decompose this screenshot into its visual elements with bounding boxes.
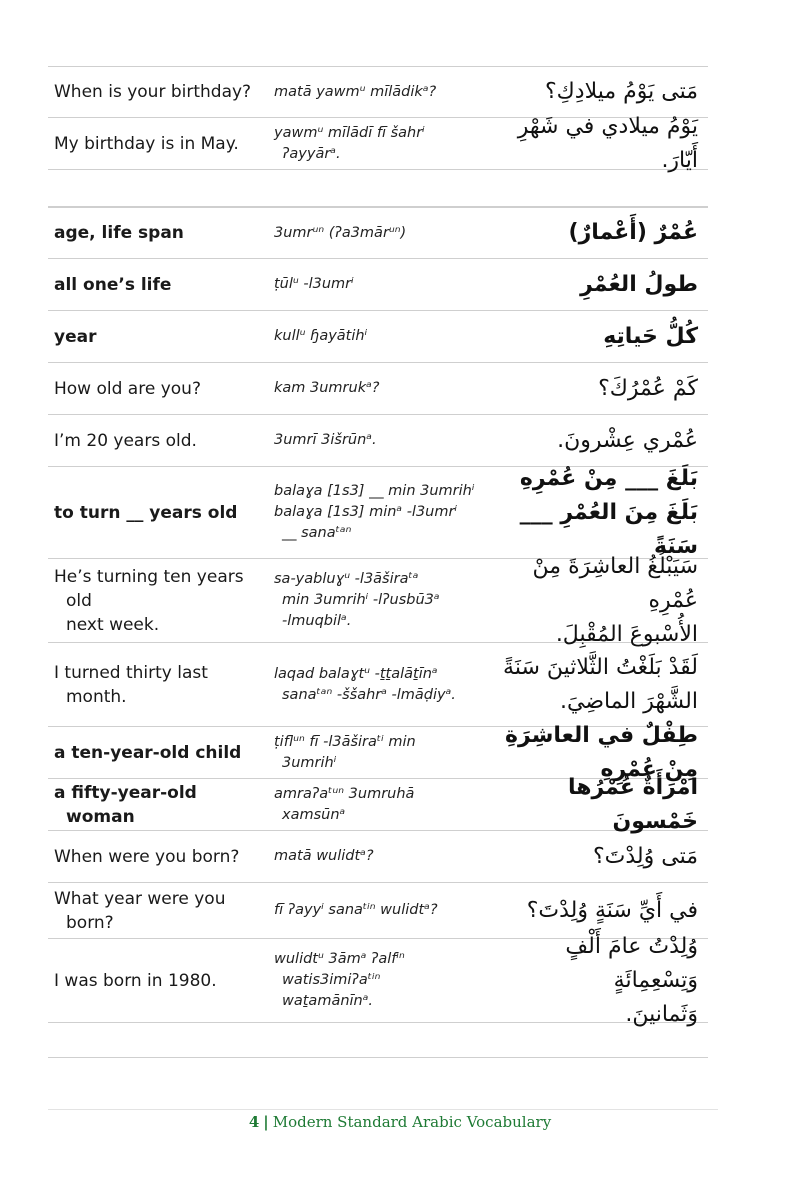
arabic-line: امْرَأَةٌ عُمْرُها خَمْسونَ: [567, 774, 698, 834]
transliteration-line: matā yawmᵘ mīlādikᵃ?: [274, 83, 437, 100]
vocab-row: [48, 363, 708, 415]
arabic-line: بَلَغَ مِنَ العُمْرِ ___ سَنَةً: [519, 499, 698, 559]
section-birthday: [48, 66, 708, 173]
vocab-row: [48, 311, 708, 363]
english-term: When were you born?: [54, 846, 240, 867]
transliteration: [270, 481, 498, 544]
arabic-line: طولُ العُمْرِ: [580, 271, 698, 297]
arabic-line: يَوْمُ ميلادي في شَهْرِ أَيّارَ.: [517, 113, 698, 173]
english-term: What year were you born?: [54, 888, 226, 933]
transliteration-line: yawmᵘ mīlādī fī šahrⁱ: [274, 124, 425, 141]
arabic-line: في أَيِّ سَنَةٍ وُلِدْتَ؟: [526, 897, 698, 923]
arabic-term: [498, 320, 708, 354]
vocab-row: [48, 831, 708, 883]
arabic-term: [498, 894, 708, 928]
transliteration: [270, 326, 498, 347]
english-term: How old are you?: [54, 378, 201, 399]
footer-separator: |: [263, 1113, 269, 1131]
transliteration: [270, 784, 498, 826]
transliteration-line: 3umrᵘⁿ (ʔa3mārᵘⁿ): [274, 224, 407, 241]
vocab-row: [48, 467, 708, 559]
english-term: to turn __ years old: [54, 502, 238, 523]
arabic-line: عُمْري عِشْرونَ.: [557, 427, 698, 453]
transliteration-line: 3umrihⁱ: [282, 754, 337, 771]
transliteration-line: fī ʔayyⁱ sanaᵗⁱⁿ wulidtᵃ?: [274, 902, 438, 918]
english-term: age, life span: [54, 223, 184, 243]
arabic-line: لَقَدْ بَلَغْتُ الثَّلاثينَ سَنَةً: [503, 654, 698, 680]
transliteration: [270, 82, 498, 103]
arabic-line: مَتى يَوْمُ ميلادِكِ؟: [544, 79, 698, 104]
arabic-term: [498, 840, 708, 874]
transliteration: [270, 569, 498, 632]
arabic-term: [498, 651, 708, 719]
arabic-term: [498, 424, 708, 458]
english-term: I was born in 1980.: [54, 970, 217, 991]
vocab-row: [48, 259, 708, 311]
english-term: I turned thirty last month.: [54, 662, 208, 707]
arabic-line: سَيَبْلُغُ العاشِرَةَ مِنْ عُمْرِهِ: [532, 553, 698, 613]
transliteration-line: laqad balaɣtᵘ -ṯṯalāṯīnᵃ: [274, 665, 438, 682]
vocab-row: [48, 774, 708, 834]
arabic-term: [498, 462, 708, 564]
transliteration-line: balaɣa [1s3] __ min 3umrihⁱ: [274, 483, 475, 499]
arabic-line: الأُسْبوعَ المُقْبِلَ.: [555, 621, 698, 647]
transliteration-line: -lmuqbilᵃ.: [282, 613, 352, 629]
transliteration: [270, 900, 498, 921]
transliteration-line: ṭūlᵘ -l3umrⁱ: [274, 276, 354, 292]
vocab-row: [48, 933, 708, 1027]
english-term: a ten-year-old child: [54, 742, 242, 763]
transliteration-line: sa-yabluɣᵘ -l3āširaᵗᵃ: [274, 571, 419, 587]
transliteration-line: __ sanaᵗᵃⁿ: [282, 525, 352, 541]
transliteration: [270, 123, 498, 165]
transliteration-line: amraʔaᵗᵘⁿ 3umruhā: [274, 785, 415, 802]
transliteration-line: balaɣa [1s3] minᵃ -l3umrⁱ: [274, 504, 458, 520]
transliteration-line: wulidtᵘ 3āmᵃ ʔalfⁱⁿ: [274, 951, 405, 967]
arabic-term: [498, 110, 708, 178]
transliteration: [270, 378, 498, 399]
vocab-row: [48, 643, 708, 727]
transliteration-line: sanaᵗᵃⁿ -ššahrᵃ -lmāḍiyᵃ.: [282, 686, 456, 703]
table-bottom-rule: [48, 1057, 708, 1058]
transliteration-line: 3umrī 3išrūnᵃ.: [274, 432, 377, 448]
transliteration-line: min 3umrihⁱ -lʔusbū3ᵃ: [282, 592, 440, 608]
arabic-line: الشَّهْرَ الماضِيَ.: [560, 688, 698, 714]
arabic-line: كَمْ عُمْرُكَ؟: [598, 375, 698, 401]
transliteration: [270, 223, 498, 244]
arabic-line: وَثَمانينَ.: [625, 1001, 698, 1027]
transliteration-line: xamsūnᵃ: [282, 806, 346, 823]
section-age: [48, 207, 708, 1027]
arabic-line: كُلُّ حَياتِهِ: [603, 323, 698, 349]
transliteration: [270, 664, 498, 706]
english-term: all one’s life: [54, 274, 172, 295]
arabic-term: [498, 75, 708, 109]
transliteration-line: matā wulidtᵃ?: [274, 848, 374, 864]
transliteration-line: ṭiflᵘⁿ fī -l3āširaᵗⁱ min: [274, 733, 416, 750]
transliteration: [270, 846, 498, 867]
english-term: He’s turning ten years old next week.: [54, 566, 244, 635]
transliteration: [270, 274, 498, 295]
page-footer: [0, 1113, 800, 1131]
transliteration-line: waṯamānīnᵃ.: [282, 993, 374, 1009]
vocab-row: [48, 415, 708, 467]
transliteration: [270, 430, 498, 451]
page-number: 4: [248, 1113, 260, 1131]
transliteration-line: kam 3umrukᵃ?: [274, 380, 380, 396]
book-title: Modern Standard Arabic Vocabulary: [272, 1113, 552, 1131]
transliteration: [270, 949, 498, 1012]
arabic-term: [498, 268, 708, 302]
transliteration-line: kullᵘ ɧayātihⁱ: [274, 328, 368, 344]
arabic-term: [498, 930, 708, 1032]
arabic-term: [498, 550, 708, 652]
transliteration-line: ʔayyārᵃ.: [282, 145, 341, 162]
vocab-row: [48, 207, 708, 259]
arabic-line: طِفْلٌ في العاشِرَةِ مِنْ عُمْرِهِ: [505, 722, 698, 782]
english-term: a fifty-year-old woman: [54, 782, 197, 827]
arabic-term: [498, 372, 708, 406]
english-term: I’m 20 years old.: [54, 430, 197, 451]
arabic-term: [498, 771, 708, 839]
arabic-term: [498, 216, 708, 250]
english-term: My birthday is in May.: [54, 133, 239, 154]
vocab-row: [48, 553, 708, 647]
arabic-line: بَلَغَ ___ مِنْ عُمْرِهِ: [519, 465, 698, 491]
arabic-line: عُمْرٌ (أَعْمارٌ): [568, 220, 698, 245]
english-term: year: [54, 326, 97, 347]
transliteration: [270, 732, 498, 774]
vocabulary-table: [48, 66, 708, 1027]
vocab-row: [48, 113, 708, 173]
english-term: When is your birthday?: [54, 82, 252, 102]
arabic-line: مَتى وُلِدْتَ؟: [592, 843, 698, 869]
arabic-line: وُلِدْتُ عامَ أَلْفٍ وَتِسْعِمِائَةٍ: [565, 933, 698, 993]
transliteration-line: watis3imiʔaᵗⁱⁿ: [282, 972, 381, 988]
footer-rule: [48, 1109, 718, 1110]
